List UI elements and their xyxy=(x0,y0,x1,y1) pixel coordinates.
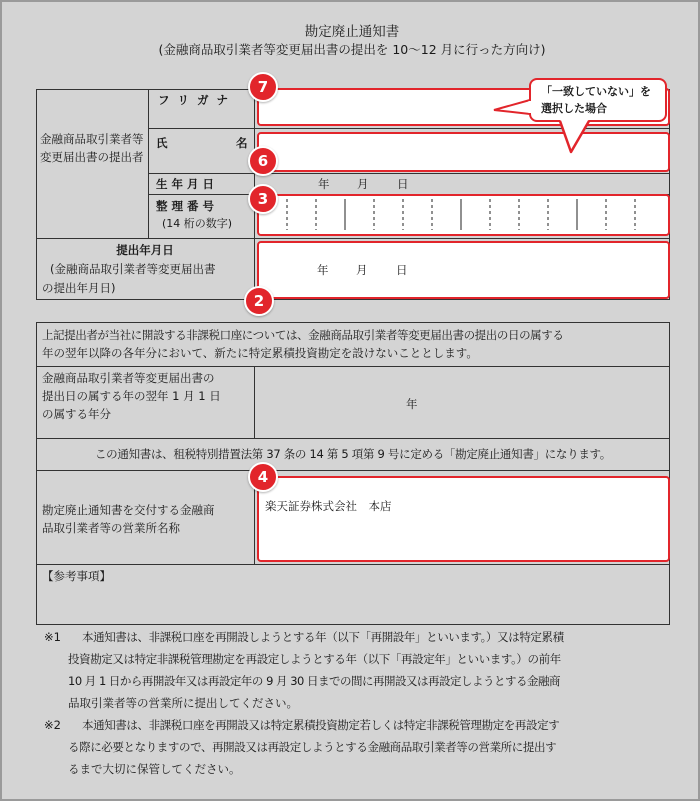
divider xyxy=(36,470,670,471)
id-number-field[interactable] xyxy=(257,194,670,236)
law-note: この通知書は、租税特別措置法第 37 条の 14 第 5 項第 9 号に定める「勘定廃止通知書」になります。 xyxy=(94,447,612,461)
year-row-value: 年 xyxy=(406,397,418,411)
statement-line: 年の翌年以降の各年分において、新たに特定累積投資勘定を設けないこととします。 xyxy=(42,346,478,360)
divider xyxy=(36,366,670,367)
notice-table xyxy=(36,322,670,625)
footnote-line: るまで大切に保管してください。 xyxy=(68,762,241,776)
id-number-sublabel: (14 桁の数字) xyxy=(162,217,233,230)
office-label: 品取引業者等の営業所名称 xyxy=(42,521,180,535)
reference-label: 【参考事項】 xyxy=(42,569,111,583)
birthdate-label: 生 年 月 日 xyxy=(156,177,215,191)
id-digit-grid xyxy=(259,196,667,233)
footnote-mark: ※2 xyxy=(44,718,61,732)
office-label: 勘定廃止通知書を交付する金融商 xyxy=(42,503,215,517)
callout-pointer xyxy=(492,98,532,120)
callout-tail xyxy=(557,119,597,155)
birthdate-day: 日 xyxy=(397,177,409,191)
footnote-line: 10 月 1 日から再開設年又は再設定年の 9 月 30 日までの間に再開設又は再設定しようとする金融商 xyxy=(68,674,560,688)
name-label: 氏 xyxy=(156,136,168,150)
submitter-group-label: 金融商品取引業者等変更届出書の提出者 xyxy=(40,132,144,164)
badge-4: 4 xyxy=(248,462,278,492)
footnote-line: 本通知書は、非課税口座を再開設しようとする年（以下「再開設年」といいます。）又は特定累積 xyxy=(82,630,564,644)
statement-line: 上記提出者が当社に開設する非課税口座については、金融商品取引業者等変更届出書の提出の日の属する xyxy=(42,328,564,342)
footnote-line: る際に必要となりますので、再開設又は再設定しようとする金融商品取引業者等の営業所に提出す xyxy=(68,740,557,754)
callout-bubble xyxy=(529,78,667,122)
office-field[interactable] xyxy=(257,476,670,562)
callout-line: 選択した場合 xyxy=(541,102,607,115)
office-value: 楽天証券株式会社 本店 xyxy=(265,499,392,513)
footnote-line: 投資勘定又は特定非課税管理勘定を再設定しようとする年（以下「再設定年」といいます。）の前年 xyxy=(68,652,561,666)
form-title: 勘定廃止通知書 xyxy=(304,24,400,40)
callout-line: 「一致していない」を xyxy=(541,85,651,98)
badge-3: 3 xyxy=(248,184,278,214)
submission-date-sublabel: の提出年月日) xyxy=(42,281,116,295)
submission-date-day: 日 xyxy=(396,263,408,277)
badge-7: 7 xyxy=(248,72,278,102)
divider xyxy=(36,238,670,239)
divider xyxy=(36,438,670,439)
birthdate-month: 月 xyxy=(357,177,369,191)
year-row-label: 金融商品取引業者等変更届出書の xyxy=(42,371,215,385)
id-number-label: 整 理 番 号 xyxy=(156,199,215,213)
badge-6: 6 xyxy=(248,146,278,176)
badge-2: 2 xyxy=(244,286,274,316)
furigana-label: フ リ ガ ナ xyxy=(158,93,231,107)
year-row-label: の属する年分 xyxy=(42,407,111,421)
submission-date-sublabel: (金融商品取引業者等変更届出書 xyxy=(50,262,216,276)
year-row-label: 提出日の属する年の翌年 1 月 1 日 xyxy=(42,389,221,403)
footnote-mark: ※1 xyxy=(44,630,61,644)
name-label: 名 xyxy=(236,136,248,150)
divider xyxy=(36,564,670,565)
submission-date-label: 提出年月日 xyxy=(116,243,174,257)
name-field[interactable] xyxy=(257,132,670,172)
form-subtitle: (金融商品取引業者等変更届出書の提出を 10～12 月に行った方向け) xyxy=(158,42,546,57)
footnote-line: 品取引業者等の営業所に提出してください。 xyxy=(68,696,298,710)
divider xyxy=(148,173,670,174)
divider xyxy=(254,366,255,438)
submission-date-year: 年 xyxy=(317,263,329,277)
birthdate-year: 年 xyxy=(318,177,330,191)
submission-date-month: 月 xyxy=(356,263,368,277)
divider xyxy=(148,89,149,238)
footnote-line: 本通知書は、非課税口座を再開設又は特定累積投資勘定若しくは特定非課税管理勘定を再設定す xyxy=(82,718,560,732)
